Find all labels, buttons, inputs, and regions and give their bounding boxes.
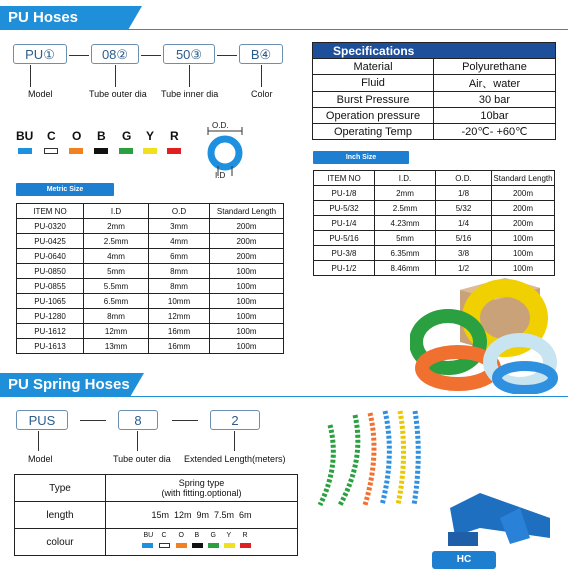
- spring-code-outer-dia: 8: [118, 410, 158, 430]
- hc-label-badge: HC: [432, 551, 496, 569]
- color-letter: G: [122, 129, 132, 143]
- color-letter: R: [170, 129, 179, 143]
- spring-label-length: Extended Length(meters): [184, 454, 286, 464]
- table-row: PU-1/2 8.46mm 1/2 100m: [314, 261, 555, 276]
- spring-type-value: Spring type: [178, 478, 225, 488]
- pu-hoses-header-rule: [0, 29, 568, 30]
- code-box-inner-dia: 50③: [163, 44, 215, 64]
- swatch-black: [94, 148, 108, 154]
- table-row: PU-5/32 2.5mm 5/32 200m: [314, 201, 555, 216]
- swatch-black: [192, 543, 203, 548]
- spring-spec-table: [14, 474, 298, 556]
- code-dash: [69, 55, 89, 56]
- spring-length-label: length: [15, 502, 106, 529]
- pu-hoses-header: [0, 6, 128, 30]
- code-connector: [137, 431, 138, 451]
- table-row: PU-0320 2mm 3mm 200m: [17, 219, 284, 234]
- code-connector: [261, 65, 262, 87]
- swatch-green: [119, 148, 133, 154]
- od-label: O.D.: [212, 121, 229, 130]
- inch-size-table: ITEM NO I.D. O.D. Standard Length PU-1/8 2mm 1/8 200m PU-5/32 2.5mm 5/32 200m PU-1/4 4.23mm 1/4 200m PU-5/16 5mm 5/16 100m PU-3/8 6.35mm 3/8 100m PU-1/2 8.46mm 1/2 100m: [313, 170, 555, 276]
- spec-row: Material Polyurethane: [313, 59, 556, 75]
- spring-colour-label: colour: [15, 529, 106, 556]
- spec-row: Operating Temp -20℃- +60℃: [313, 124, 556, 140]
- tube-cross-section-diagram: [200, 122, 252, 182]
- metric-size-table: ITEM NO I.D O.D Standard Length PU-0320 2mm 3mm 200m PU-0425 2.5mm 4mm 200m PU-0640 4mm 6mm 200m PU-0850 5mm 8mm 100m PU-0855 5.5mm 8mm 100m PU-1065 6.5mm 10mm 100m PU-1280 8mm 12mm 100m PU-1612 12mm 16mm 100m PU-1613 13mm 16mm 100m: [16, 203, 284, 354]
- label-inner-dia: Tube inner dia: [161, 89, 219, 99]
- code-box-model: PU①: [13, 44, 67, 64]
- color-letter: Y: [146, 129, 155, 143]
- spring-hoses-header-rule: [0, 396, 568, 397]
- swatch-orange: [69, 148, 83, 154]
- spring-length-value: 15m 12m 9m 7.5m 6m: [106, 502, 298, 529]
- specifications-table: [312, 42, 556, 140]
- swatch-clear: [44, 148, 58, 154]
- code-connector: [38, 431, 39, 451]
- spec-row: Fluid Air、water: [313, 75, 556, 92]
- table-row: PU-1613 13mm 16mm 100m: [17, 339, 284, 354]
- code-dash: [217, 55, 237, 56]
- id-label: I.D: [215, 171, 226, 180]
- code-connector: [189, 65, 190, 87]
- spring-hoses-photo: [310, 405, 450, 515]
- code-dash: [141, 55, 161, 56]
- spring-type-label: Type: [15, 475, 106, 502]
- swatch-yellow: [224, 543, 235, 548]
- label-color: Color: [251, 89, 273, 99]
- swatch-red: [240, 543, 251, 548]
- spring-colour-cell: BU C O B G Y R: [106, 529, 298, 556]
- spring-code-model: PUS: [16, 410, 68, 430]
- swatch-clear: [159, 543, 170, 548]
- label-model: Model: [28, 89, 53, 99]
- swatch-blue: [142, 543, 153, 548]
- spring-hoses-header: [0, 373, 130, 397]
- code-connector: [234, 431, 235, 451]
- swatch-red: [167, 148, 181, 154]
- table-row: PU-0640 4mm 6mm 200m: [17, 249, 284, 264]
- table-row: PU-1280 8mm 12mm 100m: [17, 309, 284, 324]
- code-box-outer-dia: 08②: [91, 44, 139, 64]
- swatch-orange: [176, 543, 187, 548]
- color-letter: BU: [16, 129, 34, 143]
- code-connector: [30, 65, 31, 87]
- color-letter: O: [72, 129, 82, 143]
- spring-label-model: Model: [28, 454, 53, 464]
- code-dash: [172, 420, 198, 421]
- table-row: PU-1/4 4.23mm 1/4 200m: [314, 216, 555, 231]
- spec-row: Burst Pressure 30 bar: [313, 92, 556, 108]
- swatch-green: [208, 543, 219, 548]
- label-outer-dia: Tube outer dia: [89, 89, 147, 99]
- code-connector: [115, 65, 116, 87]
- table-row: PU-0425 2.5mm 4mm 200m: [17, 234, 284, 249]
- color-letter: B: [97, 129, 106, 143]
- spec-title: Specifications: [313, 43, 556, 59]
- table-row: PU-0855 5.5mm 8mm 100m: [17, 279, 284, 294]
- table-row: PU-3/8 6.35mm 3/8 100m: [314, 246, 555, 261]
- spec-row: Operation pressure 10bar: [313, 108, 556, 124]
- pu-hoses-title: PU Hoses: [8, 9, 79, 26]
- spring-code-length: 2: [210, 410, 260, 430]
- table-row: PU-0850 5mm 8mm 100m: [17, 264, 284, 279]
- inch-size-pill: Inch Size: [313, 151, 409, 164]
- metric-size-pill: Metric Size: [16, 183, 114, 196]
- hose-cutter-photo: [440, 488, 560, 553]
- spring-hoses-title: PU Spring Hoses: [8, 376, 130, 393]
- swatch-blue: [18, 148, 32, 154]
- color-letter: C: [47, 129, 56, 143]
- table-row: PU-1612 12mm 16mm 100m: [17, 324, 284, 339]
- hose-coils-photo: [410, 270, 560, 394]
- table-row: PU-1065 6.5mm 10mm 100m: [17, 294, 284, 309]
- spring-label-outer-dia: Tube outer dia: [113, 454, 171, 464]
- table-row: PU-1/8 2mm 1/8 200m: [314, 186, 555, 201]
- table-row: PU-5/16 5mm 5/16 100m: [314, 231, 555, 246]
- spring-type-note: (with fitting.optional): [161, 488, 242, 498]
- code-dash: [80, 420, 106, 421]
- code-box-color: B④: [239, 44, 283, 64]
- swatch-yellow: [143, 148, 157, 154]
